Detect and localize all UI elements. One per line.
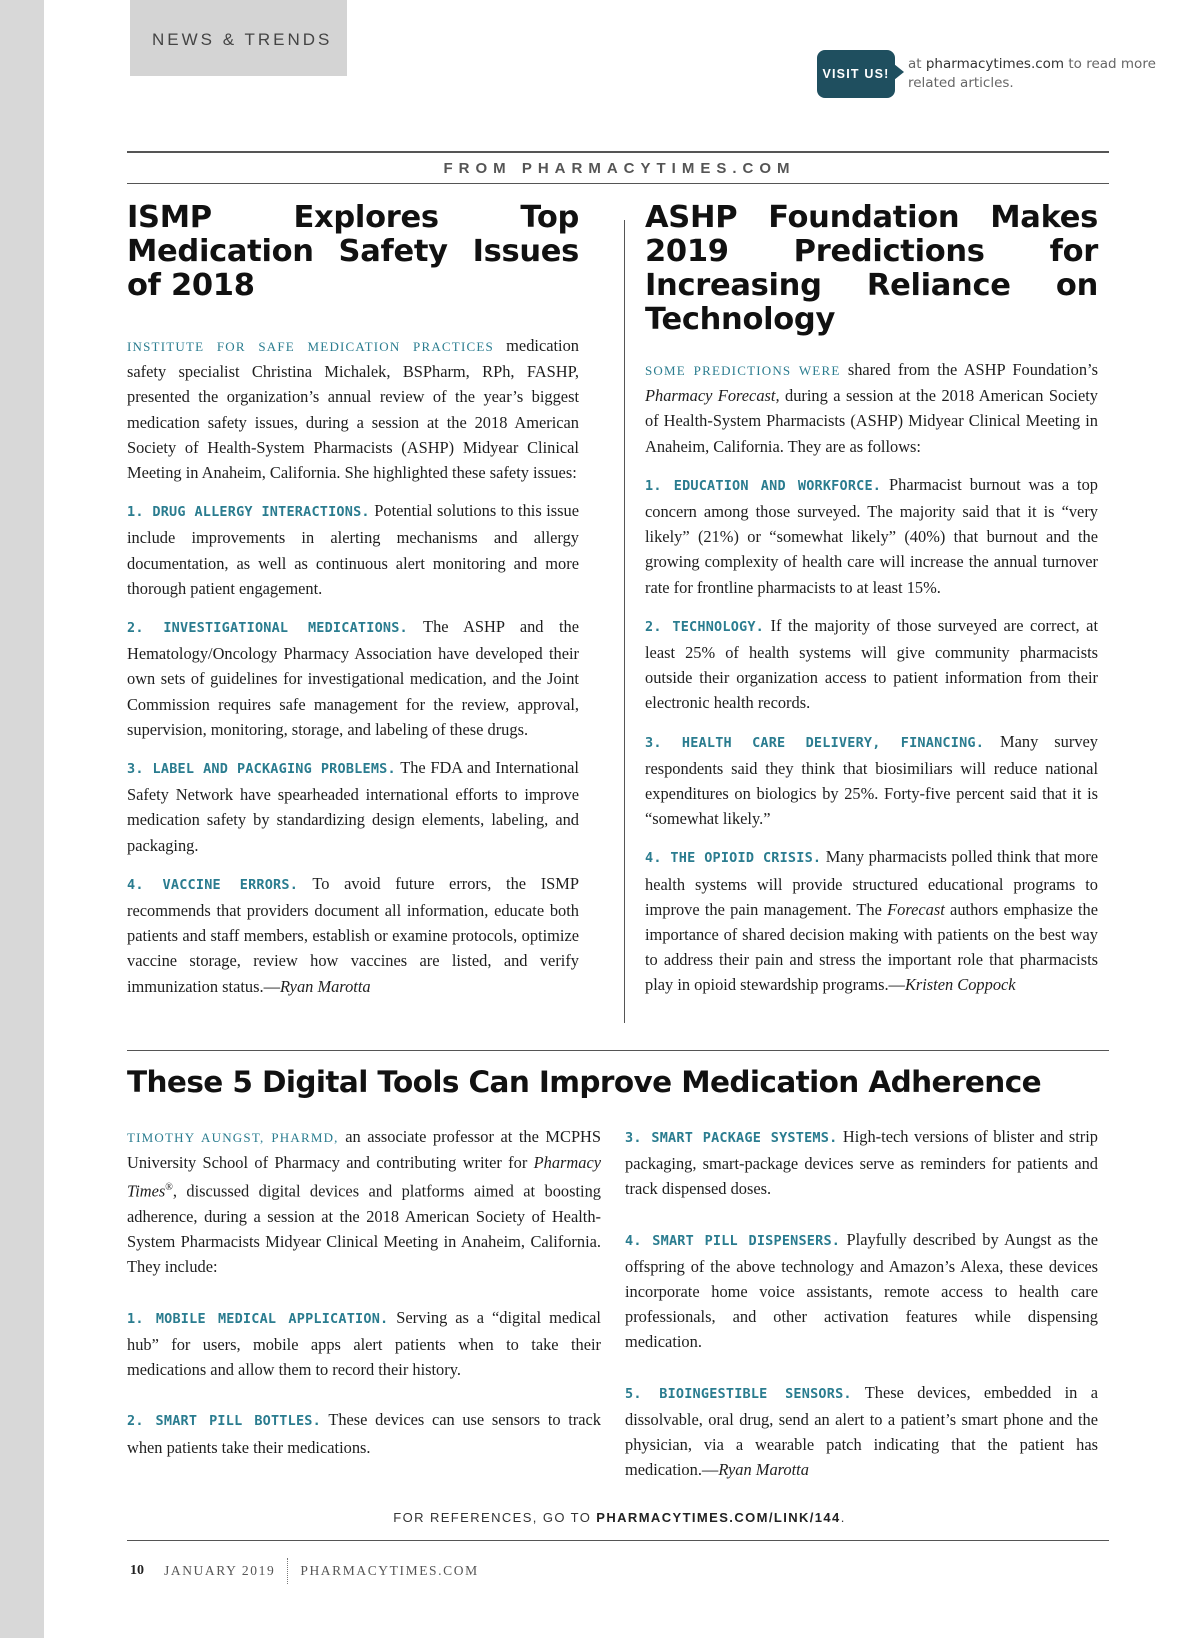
article-digital-tools-item: 2. SMART PILL BOTTLES. These devices can use sensors to track when patients take their medications. (127, 1410, 601, 1457)
article-ismp-item: 2. INVESTIGATIONAL MEDICATIONS. The ASHP and the Hematology/Oncology Pharmacy Association have developed their own sets of guidelines for investigational medication, and the Joint Commission requires safe management for the review, approval, supervision, monitoring, storage, and labeling of these drugs. (127, 617, 579, 739)
left-margin-bar (0, 0, 44, 1638)
from-rule (127, 183, 1109, 184)
article-ashp-byline: Kristen Coppock (904, 975, 1016, 995)
article-ismp-item: 4. VACCINE ERRORS. To avoid future errors, the ISMP recommends that providers document all information, educate both patients and staff members, establish or examine protocols, optimize vaccine storage, review how vaccines are listed, and verify immunization status.—Ryan Marotta (127, 873, 579, 996)
article-digital-tools-item: 3. SMART PACKAGE SYSTEMS. High-tech versions of blister and strip packaging, smart-package devices serve as reminders for patients and track dispensed doses. (625, 1127, 1098, 1199)
article-ismp (127, 201, 579, 999)
visit-us-badge[interactable]: VISIT US! (817, 50, 895, 98)
references-link[interactable]: PHARMACYTIMES.COM/LINK/144 (596, 1510, 841, 1525)
from-label: FROM PHARMACYTIMES.COM (443, 160, 796, 177)
article-ashp-item: 4. THE OPIOID CRISIS. Many pharmacists polled think that more health systems will provide structured educational programs to improve the pain management. The Forecast authors emphasize the importance of shared decision making with patients on the best way to address their pain and stress the important role that pharmacists play in opioid stewardship programs.—Kristen Coppock (645, 847, 1098, 995)
article-digital-tools-lead: TIMOTHY AUNGST, PHARMD, (127, 1130, 339, 1145)
article-ashp-lead: SOME PREDICTIONS WERE (645, 363, 841, 378)
article-ashp-title: ASHP Foundation Makes 2019 Predictions for Increasing Reliance on Technology (645, 200, 1098, 337)
article-ashp-intro: SOME PREDICTIONS WERE shared from the ASHP Foundation’s Pharmacy Forecast, during a session at the 2018 American Society of Health-System Pharmacists (ASHP) Midyear Clinical Meeting in Anaheim, California. They are as follows: (645, 360, 1099, 456)
article-digital-tools-left (127, 1124, 601, 1460)
article-ismp-title: ISMP Explores Top Medication Safety Issues of 2018 (127, 200, 579, 303)
article-digital-tools-title: These 5 Digital Tools Can Improve Medication Adherence (127, 1065, 1041, 1099)
page-number: 10 (130, 1563, 144, 1578)
article-digital-tools-intro: TIMOTHY AUNGST, PHARMD, an associate professor at the MCPHS University School of Pharmacy and contributing writer for Pharmacy Times®, discussed digital devices and platforms aimed at boosting adherence, during a session at the 2018 American Society of Health-System Pharmacists Midyear Clinical Meeting in Anaheim, California. They include: (127, 1127, 602, 1277)
article-ashp-item: 2. TECHNOLOGY. If the majority of those surveyed are correct, at least 25% of health systems will give community pharmacists outside their organization access to patient information from their electronic health records. (645, 615, 1098, 713)
visit-text: at pharmacytimes.com to read more related articles. (908, 56, 1156, 91)
mid-rule (127, 1050, 1109, 1051)
article-ashp-item: 3. HEALTH CARE DELIVERY, FINANCING. Many survey respondents said they think that biosimiliars will reduce national expenditures on biologics by 25%. Forty-five percent said that it is “somewhat likely.” (645, 731, 1098, 829)
visit-site-link[interactable]: pharmacytimes.com (925, 56, 1065, 72)
references-note: FOR REFERENCES, GO TO PHARMACYTIMES.COM/LINK/144. (393, 1510, 846, 1525)
top-rule (127, 151, 1109, 153)
article-digital-tools-byline: Ryan Marotta (718, 1460, 809, 1480)
article-ismp-item: 3. LABEL AND PACKAGING PROBLEMS. The FDA and International Safety Network have spearheaded international efforts to improve medication safety by standardizing design elements, labeling, and packaging. (127, 758, 579, 855)
article-ismp-lead: INSTITUTE FOR SAFE MEDICATION PRACTICES (127, 339, 494, 354)
article-ashp (645, 201, 1098, 998)
column-divider (624, 220, 625, 1023)
article-digital-tools-right (625, 1124, 1098, 1482)
article-digital-tools-item: 1. MOBILE MEDICAL APPLICATION. Serving as a “digital medical hub” for users, mobile apps alert patients when to take their medications and allow them to record their history. (127, 1307, 601, 1380)
footer-site[interactable]: PHARMACYTIMES.COM (300, 1563, 479, 1578)
article-ashp-item: 1. EDUCATION AND WORKFORCE. Pharmacist burnout was a top concern among those surveyed. The majority said that it is “very likely” (21%) or “somewhat likely” (40%) that burnout and the growing complexity of health care will increase the annual turnover rate for frontline pharmacists to at least 15%. (645, 474, 1098, 597)
footer-rule (127, 1540, 1109, 1541)
article-digital-tools-item: 4. SMART PILL DISPENSERS. Playfully described by Aungst as the offspring of the above technology and Amazon’s Alexa, these devices incorporate home voice assistants, remote access to health care professionals, and other activation features while dispensing medication. (625, 1229, 1098, 1352)
article-digital-tools-item: 5. BIOINGESTIBLE SENSORS. These devices, embedded in a dissolvable, oral drug, send an alert to a patient’s smart phone and the physician, via a wearable patch indicating that the patient has medication.—Ryan Marotta (625, 1382, 1099, 1480)
section-tab (130, 0, 347, 76)
article-ismp-byline: Ryan Marotta (279, 976, 371, 996)
footer-separator (287, 1558, 288, 1584)
issue-date: JANUARY 2019 (164, 1563, 276, 1578)
article-ismp-item: 1. DRUG ALLERGY INTERACTIONS. Potential solutions to this issue include improvements in alerting mechanisms and allergy documentation, as well as continuous alert monitoring and more thorough patient engagement. (127, 501, 579, 598)
article-ismp-intro: INSTITUTE FOR SAFE MEDICATION PRACTICES medication safety specialist Christina Michalek, BSPharm, RPh, FASHP, presented the organization’s annual review of the year’s biggest medication safety issues, during a session at the 2018 American Society of Health-System Pharmacists (ASHP) Midyear Clinical Meeting in Anaheim, California. She highlighted these safety issues: (127, 336, 580, 483)
section-label: NEWS & TRENDS (152, 30, 333, 49)
page-footer (130, 1558, 479, 1584)
